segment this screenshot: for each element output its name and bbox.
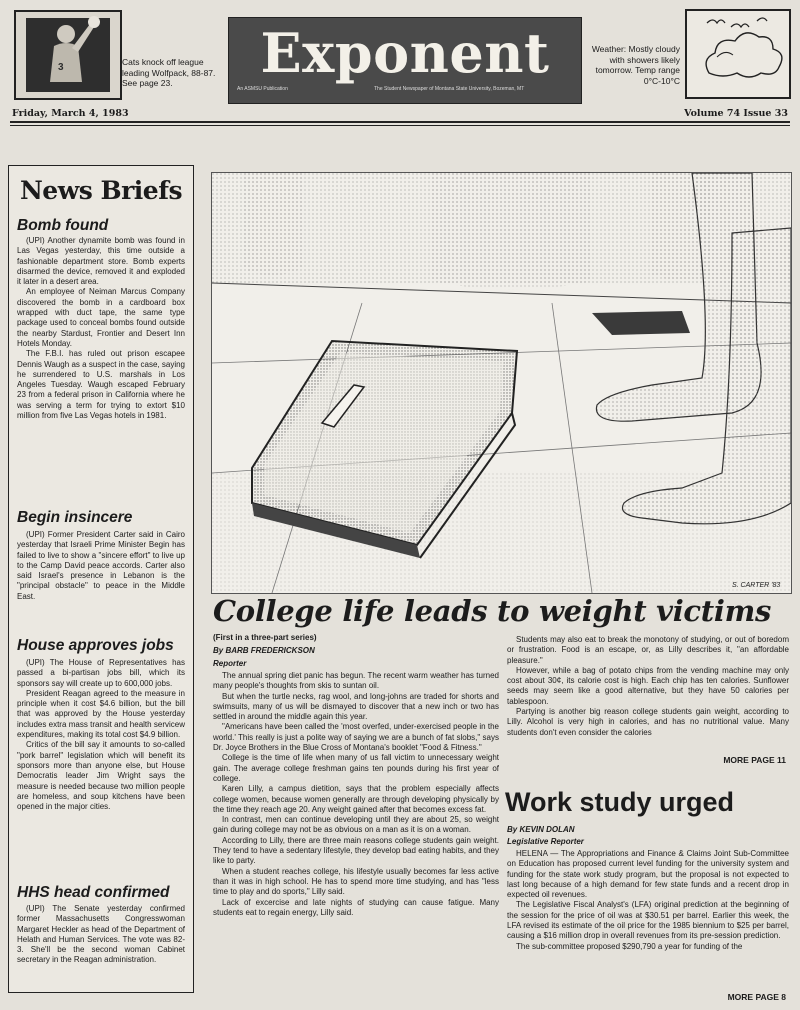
brief-paragraph: (UPI) Former President Carter said in Cairo yesterday that Israeli Prime Minister Begin has failed to live to show a "sincere effort" to live up to the Camp David peace accords. Carter also said Israel's presence in Lebanon is the "principal obstacle" to peace in the Middle East.: [17, 530, 185, 601]
artist-signature: S. CARTER '83: [732, 582, 781, 589]
news-briefs-column: [8, 165, 194, 993]
masthead-rule: [10, 121, 790, 123]
brief-paragraph: (UPI) Another dynamite bomb was found in Las Vegas yesterday, this time outside a fashionable department store. Bomb experts disarmed the device, removed it and exploded it later in a desert area.: [17, 236, 185, 287]
weather-forecast: Weather: Mostly cloudy with showers likely tomorrow. Temp range 0°C-10°C: [591, 44, 680, 86]
brief-body: [17, 658, 185, 812]
workstudy-byline-role: Legislative Reporter: [507, 837, 584, 846]
brief-paragraph: Critics of the bill say it amounts to so-called "pork barrel" legislation which will benefit its sponsors more than anyone else, but House Democratis leader Jim Wright says the measure is needed because two million people are homeless, and soup kitchens have been opened in the major cities.: [17, 740, 185, 812]
brief-body: [17, 236, 185, 421]
masthead-rule-thin: [10, 125, 790, 126]
workstudy-column: [507, 849, 789, 952]
brief-body: [17, 530, 185, 602]
workstudy-paragraph: The Legislative Fiscal Analyst's (LFA) original prediction at the beginning of the session for the price of oil was at $30.51 per barrel. Earlier this week, the LFA revised its estimate of the oil price for the 1985 biennium to $25 per barrel, causing a $16 million drop in overall revenues from its pre-session prediction.: [507, 900, 789, 941]
workstudy-jump-link[interactable]: MORE PAGE 8: [727, 992, 786, 1002]
workstudy-byline: By KEVIN DOLAN: [507, 825, 575, 834]
lead-paragraph: However, while a bag of potato chips from the vending machine may only cost about 30¢, its calorie cost is high. Each chip has ten calories. Sunflower seeds may seem like a good alternative, but they have 50 calories per tablespoon.: [507, 665, 789, 706]
lead-paragraph: According to Lilly, there are three main reasons college students gain weight. They tend to have a sedentary lifestyle, they develop bad eating habits, and they like to party.: [213, 835, 499, 866]
cloud-icon: [687, 11, 789, 97]
lead-paragraph: Lack of excercise and late nights of studying can cause fatigue. Many students eat to regain energy, Lilly said.: [213, 897, 499, 917]
brief-body: [17, 904, 185, 966]
svg-text:3: 3: [58, 62, 64, 73]
lead-paragraph: The annual spring diet panic has begun. The recent warm weather has turned many people's thoughts from skis to suntan oil.: [213, 671, 499, 691]
scale-feet-drawing: [212, 173, 791, 593]
lead-byline-role: Reporter: [213, 659, 247, 668]
basketball-player-photo: [16, 12, 120, 98]
lead-headline: College life leads to weight victims: [213, 594, 772, 628]
lead-byline: By BARB FREDERICKSON: [213, 646, 315, 655]
brief-headline: House approves jobs: [17, 637, 174, 654]
workstudy-paragraph: The sub-committee proposed $290,790 a year for funding of the: [516, 941, 743, 951]
sports-ear-photo: [14, 10, 122, 100]
lead-paragraph: But when the turtle necks, rag wool, and long-johns are traded for shorts and swimsuits, many of us will be dismayed to discover that a new inch or two has settled in around the middle again this year.: [213, 691, 499, 722]
volume-issue: Volume 74 Issue 33: [684, 108, 788, 119]
nameplate-title: Exponent: [260, 21, 550, 85]
brief-paragraph: (UPI) The House of Representatives has passed a bi-partisan jobs bill, which its sponsors say will create up to 600,000 jobs.: [17, 658, 185, 688]
lead-paragraph: Students may also eat to break the monotony of studying, or out of boredom or frustration. Food is an escape, or, as Lilly describes it, "an affordable pleasure.": [507, 635, 789, 665]
lead-paragraph: Karen Lilly, a campus dietition, says that the problem especially affects college women, because women generally are through developing physically by the time they reach age 20. Any weight gained after that becomes excess fat.: [213, 784, 499, 814]
lead-paragraph: "Americans have been called the 'most overfed, under-exercised people in the world.' This really is just a polite way of saying we are a bunch of fat slobs," says Dr. Joyce Brothers in the Blue Cross of Montana's booklet "Food & Fitness.": [213, 722, 499, 753]
brief-paragraph: An employee of Neiman Marcus Company discovered the bomb in a cardboard box wrapped with duct tape, the same type package used to conceal bombs found outside the nearby Stardust, Frontier and Desert Inn Hotels Monday.: [17, 287, 185, 348]
brief-paragraph: (UPI) The Senate yesterday confirmed former Massachusetts Congresswoman Margaret Heckler as head of the Department of Helath and Human Services. The vote was 82-3. She'll be the second woman Cabinet secretary in the Reagan administration.: [17, 904, 185, 965]
brief-paragraph: The F.B.I. has ruled out prison escapee Dennis Waugh as a suspect in the case, saying he surrendered to U.S. marshals in Los Angeles Tuesday. Waugh escaped February 23 from a federal prison in California where he was serving a term for trying to extort $10 million from five Las Vegas hotels in 1981.: [17, 349, 185, 421]
brief-headline: Bomb found: [17, 217, 109, 234]
lead-column-2: [507, 635, 789, 738]
nameplate-subtitle: The Student Newspaper of Montana State University, Bozeman, MT: [374, 86, 525, 92]
lead-paragraph: In contrast, men can continue developing until they are about 25, so weight gain during college may not be as obvious on a man as it is on a woman.: [213, 815, 499, 835]
workstudy-paragraph: HELENA — The Appropriations and Finance & Claims Joint Sub-Committee on Education has proposed current level funding for the university system and funding for the state work study program, but the proposal is not expected to last long because of a high demand for few state funds and a recent drop in expected oil revenues.: [507, 849, 789, 900]
lead-paragraph: Partying is another big reason college students gain weight, according to Lilly. Alcohol is very high in calories, and has no nutritional value. Many students don't even consider the calories: [507, 707, 789, 737]
issue-date: Friday, March 4, 1983: [12, 108, 129, 119]
workstudy-headline: Work study urged: [505, 787, 735, 817]
brief-paragraph: President Reagan agreed to the measure in principle when it cost $4.6 billion, but the bill that was approved by the House yesterday includes extra mass transit and health servicew expenditures, making its total cost $4.9 billion.: [17, 688, 185, 740]
bathroom-scale-illustration: [211, 172, 792, 594]
lead-paragraph: When a student reaches college, his lifestyle usually becomes far less active than it was in high school. He has to spend more time studying, and has "less time to play and do sports," Lilly said.: [213, 866, 499, 897]
lead-paragraph: College is the time of life when many of us fall victim to unnecessary weight gain. The average college freshman gains ten pounds during his first year of college.: [213, 753, 499, 783]
lead-column-1: [213, 671, 499, 918]
nameplate-publisher: An ASMSU Publication: [237, 86, 288, 92]
ear-teaser: Cats knock off league leading Wolfpack, 88-87. See page 23.: [122, 57, 216, 88]
news-briefs-title: News Briefs: [19, 176, 183, 205]
nameplate: [228, 17, 582, 104]
series-note: (First in a three-part series): [213, 633, 317, 642]
brief-headline: Begin insincere: [17, 509, 133, 526]
weather-ear: [685, 9, 791, 99]
lead-jump-link[interactable]: MORE PAGE 11: [723, 755, 786, 765]
brief-headline: HHS head confirmed: [17, 884, 170, 901]
